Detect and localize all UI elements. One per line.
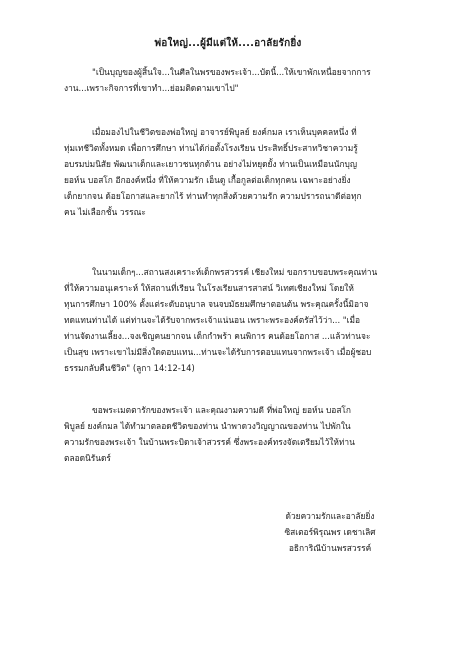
- signature-closing: ด้วยความรักและอาลัยยิ่ง: [285, 511, 375, 521]
- paragraph-line: ยอห์น บอสโก อีกองค์หนึ่ง ที่ให้ความรัก เอ็นดู เกื้อกูลต่อเด็กทุกคน เฉพาะอย่างยิ่ง: [64, 175, 351, 185]
- paragraph-line: พิบูลย์ ยงค์กมล ได้ทำมาตลอดชีวิตของท่าน นำพาดวงวิญญาณของท่าน ไปพักใน: [64, 421, 351, 431]
- paragraph-line: ธรรมกลับคืนชีวิต" (ลูกา 14:12-14): [64, 363, 195, 373]
- paragraph-line: เด็กยากจน ด้อยโอกาสและยากไร้ ท่านทำทุกสิ่งด้วยความรัก ความปรารถนาดีต่อทุก: [64, 191, 362, 201]
- paragraph-line: คน ไม่เลือกชั้น วรรณะ: [64, 207, 146, 217]
- paragraph-line: ความรักของพระเจ้า ในบ้านพระบิดาเจ้าสวรรค์ ซึ่งพระองค์ทรงจัดเตรียมไว้ให้ท่าน: [64, 437, 355, 447]
- opening-quote: [64, 64, 404, 96]
- paragraph-line: ในนามเด็กๆ...สถานสงเคราะห์เด็กพรสวรรค์ เชียงใหม่ ขอกราบขอบพระคุณท่าน: [92, 267, 378, 277]
- paragraph-line: ทุ่มเทชีวิตทั้งหมด เพื่อการศึกษา ท่านได้ก่อตั้งโรงเรียน ประสิทธิ์ประสาทวิชาความรู้: [64, 143, 358, 153]
- quote-line: งาน...เพราะกิจการที่เขาทำ...ย่อมติดตามเขาไป": [64, 83, 239, 93]
- paragraph-line: เป็นสุข เพราะเขาไม่มีสิ่งใดตอบแทน...ท่านจะได้รับการตอบแทนจากพระเจ้า เมื่อผู้ชอบ: [64, 347, 372, 357]
- document-title: พ่อใหญ่...ผู้มีแต่ให้....อาลัยรักยิ่ง: [154, 38, 302, 49]
- signature-name: ซิสเตอร์พิรุณพร เดชาเลิศ: [284, 527, 376, 537]
- paragraph-tribute: [64, 124, 404, 220]
- signature-role: อธิการิณีบ้านพรสวรรค์: [288, 543, 372, 553]
- paragraph-line: อบรมบ่มนิสัย พัฒนาเด็กและเยาวชนทุกด้าน อย่างไม่หยุดยั้ง ท่านเป็นเหมือนนักบุญ: [64, 159, 357, 169]
- paragraph-line: ทุนการศึกษา 100% ตั้งแต่ระดับอนุบาล จนจบมัธยมศึกษาตอนต้น พระคุณครั้งนี้มิอาจ: [64, 299, 369, 309]
- quote-line: "เป็นบุญของผู้สิ้นใจ...ในศีลในพรของพระเจ้า...บัดนี้...ให้เขาพักเหนื่อยจากการ: [92, 67, 371, 77]
- paragraph-line: ทดแทนท่านได้ แต่ท่านจะได้รับจากพระเจ้าแน่นอน เพราะพระองค์ตรัสไว้ว่า... "เมื่อ: [64, 315, 361, 325]
- paragraph-gratitude: [64, 264, 404, 376]
- paragraph-blessing: [64, 402, 404, 466]
- paragraph-line: เมื่อมองไปในชีวิตของพ่อใหญ่ อาจารย์พิบูลย์ ยงค์กมล เราเห็นบุคคลหนึ่ง ที่: [92, 127, 357, 137]
- paragraph-line: ตลอดนิรันดร์: [64, 453, 111, 463]
- paragraph-line: ท่านจัดงานเลี้ยง...จงเชิญคนยากจน เด็กกำพร้า คนพิการ คนด้อยโอกาส ...แล้วท่านจะ: [64, 331, 371, 341]
- paragraph-line: ขอพระเมตตารักของพระเจ้า และคุณงามความดี ที่พ่อใหญ่ ยอห์น บอสโก: [92, 405, 351, 415]
- paragraph-line: ที่ให้ความอนุเคราะห์ ให้สถานที่เรียน ในโรงเรียนสารสาสน์ วิเทศเชียงใหม่ โดยให้: [64, 283, 354, 293]
- signature-block: [270, 508, 390, 556]
